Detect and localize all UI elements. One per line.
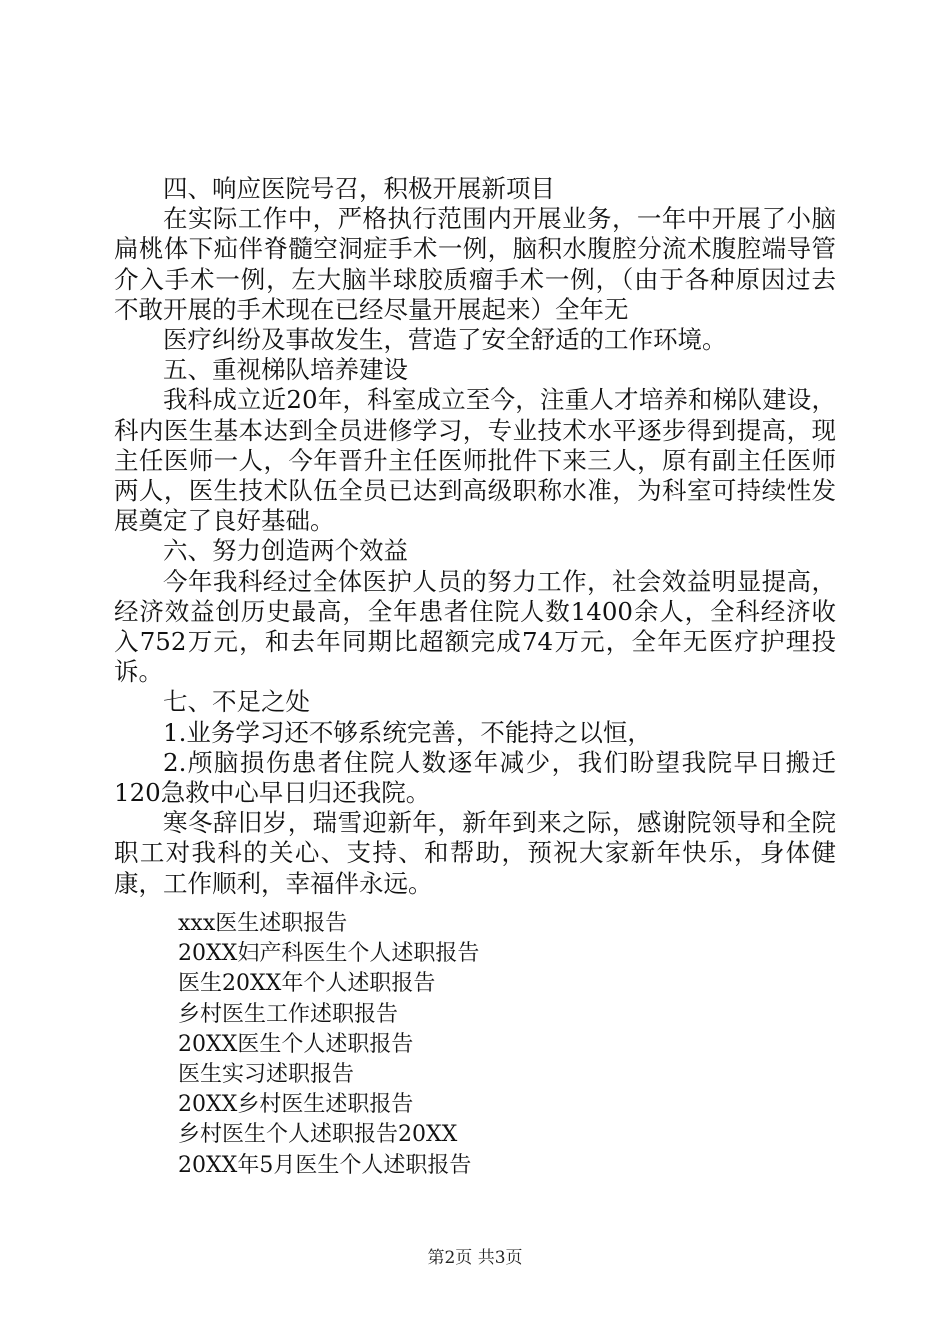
shortcoming-item-2: 2.颅脑损伤患者住院人数逐年减少，我们盼望我院早日搬迁120急救中心早日归还我院。 bbox=[114, 747, 836, 808]
paragraph-two-benefits: 今年我科经过全体医护人员的努力工作，社会效益明显提高，经济效益创历史最高，全年患者住院人数1400余人，全科经济收入752万元，和去年同期比超额完成74万元，全年无医疗护理投诉。 bbox=[114, 566, 836, 687]
related-link[interactable]: 乡村医生工作述职报告 bbox=[178, 1001, 399, 1027]
related-link[interactable]: 20XX妇产科医生个人述职报告 bbox=[178, 941, 480, 967]
paragraph-new-year-wishes: 寒冬辞旧岁，瑞雪迎新年，新年到来之际，感谢院领导和全院职工对我科的关心、支持、和帮助，预祝大家新年快乐，身体健康，工作顺利，幸福伴永远。 bbox=[114, 808, 836, 898]
related-link[interactable]: 20XX医生个人述职报告 bbox=[178, 1031, 414, 1057]
shortcoming-item-1: 1.业务学习还不够系统完善，不能持之以恒， bbox=[163, 717, 652, 747]
section-heading-shortcomings: 七、不足之处 bbox=[163, 687, 310, 717]
section-heading-new-projects: 四、响应医院号召，积极开展新项目 bbox=[163, 174, 555, 203]
section-heading-team-building: 五、重视梯队培养建设 bbox=[163, 355, 408, 385]
paragraph-no-disputes: 医疗纠纷及事故发生，营造了安全舒适的工作环境。 bbox=[163, 325, 727, 355]
document-body bbox=[114, 174, 836, 899]
related-link[interactable]: 乡村医生个人述职报告20XX bbox=[178, 1122, 458, 1148]
paragraph-new-projects: 在实际工作中，严格执行范围内开展业务，一年中开展了小脑扁桃体下疝伴脊髓空洞症手术一例，脑积水腹腔分流术腹腔端导管介入手术一例，左大脑半球胶质瘤手术一例，（由于各种原因过去不敢开展的手术现在已经尽量开展起来）全年无 bbox=[114, 204, 836, 324]
related-links-list bbox=[178, 909, 479, 1181]
page-footer-indicator: 第2页 共3页 bbox=[427, 1248, 523, 1268]
related-link[interactable]: 医生20XX年个人述职报告 bbox=[178, 971, 436, 997]
related-link[interactable]: 医生实习述职报告 bbox=[178, 1062, 355, 1088]
section-heading-two-benefits: 六、努力创造两个效益 bbox=[163, 536, 408, 566]
related-link[interactable]: xxx医生述职报告 bbox=[178, 911, 348, 936]
paragraph-team-building: 我科成立近20年，科室成立至今，注重人才培养和梯队建设，科内医生基本达到全员进修学习，专业技术水平逐步得到提高，现主任医师一人，今年晋升主任医师批件下来三人，原有副主任医师两人，医生技术队伍全员已达到高级职称水准，为科室可持续性发展奠定了良好基础。 bbox=[114, 385, 836, 536]
related-link[interactable]: 20XX乡村医生述职报告 bbox=[178, 1092, 414, 1118]
related-link[interactable]: 20XX年5月医生个人述职报告 bbox=[178, 1152, 472, 1178]
